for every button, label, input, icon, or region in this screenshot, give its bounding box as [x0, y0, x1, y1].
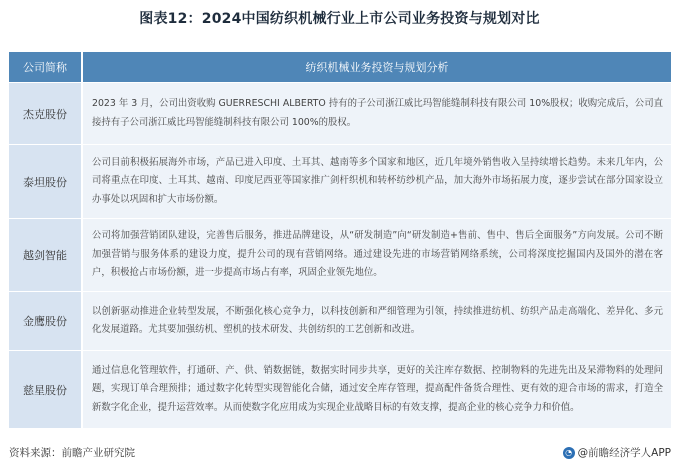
company-name: 金鹰股份	[9, 292, 82, 351]
column-header-company: 公司简称	[9, 52, 82, 83]
qianzhan-logo-icon: ◔	[563, 447, 575, 459]
table-row	[9, 219, 671, 292]
company-analysis: 2023 年 3 月，公司出资收购 GUERRESCHI ALBERTO 持有的子公司浙江威比玛智能缝制科技有限公司 10%股权；收购完成后，公司直接持有子公司浙江威比玛智能缝制科技有限公司 100%的股权。	[82, 83, 671, 145]
company-name: 越剑智能	[9, 219, 82, 292]
footer	[9, 443, 671, 461]
brand-label: @前瞻经济学人APP	[577, 447, 671, 459]
company-name: 杰克股份	[9, 83, 82, 145]
brand-credit	[563, 445, 671, 460]
company-analysis: 以创新驱动推进企业转型发展，不断强化核心竞争力，以科技创新和严细管理为引领，持续推进纺机、纺织产品走高端化、差异化、多元化发展道路。尤其要加强纺机、塑机的技术研发、共创纺织的工艺创新和改进。	[82, 292, 671, 351]
company-name: 泰坦股份	[9, 145, 82, 219]
comparison-table	[9, 52, 671, 429]
table-row	[9, 145, 671, 219]
table-row	[9, 83, 671, 145]
company-analysis: 公司目前积极拓展海外市场，产品已进入印度、土耳其、越南等多个国家和地区，近几年境外销售收入呈持续增长趋势。未来几年内，公司将重点在印度、土耳其、越南、印度尼西亚等国家推广剑杆织机和转杯纺纱机产品，加大海外市场拓展力度，逐步尝试在部分国家设立办事处以巩固和扩大市场份额。	[82, 145, 671, 219]
source-note: 资料来源：前瞻产业研究院	[9, 447, 135, 459]
table-header-row	[9, 52, 671, 83]
table-row	[9, 351, 671, 429]
column-header-analysis: 纺织机械业务投资与规划分析	[82, 52, 671, 83]
company-analysis: 通过信息化管理软件，打通研、产、供、销数据链，数据实时同步共享，更好的关注库存数据、控制物料的先进先出及呆滞物料的处理问题，实现订单合理预排；通过数字化转型实现智能化合储，通过安全库存管理，提高配件备货合理性、更有效的迎合市场的需求，打造全新数字化企业，提升运营效率。从而使数字化应用成为实现企业战略目标的有效支撑，提高企业的核心竞争力和价值。	[82, 351, 671, 429]
page-title: 图表12：2024中国纺织机械行业上市公司业务投资与规划对比	[139, 11, 540, 27]
company-name: 慈星股份	[9, 351, 82, 429]
company-analysis: 公司将加强营销团队建设，完善售后服务，推进品牌建设，从“研发制造”向“研发制造+售前、售中、售后全面服务”方向发展。公司不断加强营销与服务体系的建设力度，提升公司的现有营销网络。通过建设先进的市场营销网络系统，公司将深度挖掘国内及国外的潜在客户，积极抢占市场份额，进一步提高市场占有率，巩固企业领先地位。	[82, 219, 671, 292]
table-row	[9, 292, 671, 351]
